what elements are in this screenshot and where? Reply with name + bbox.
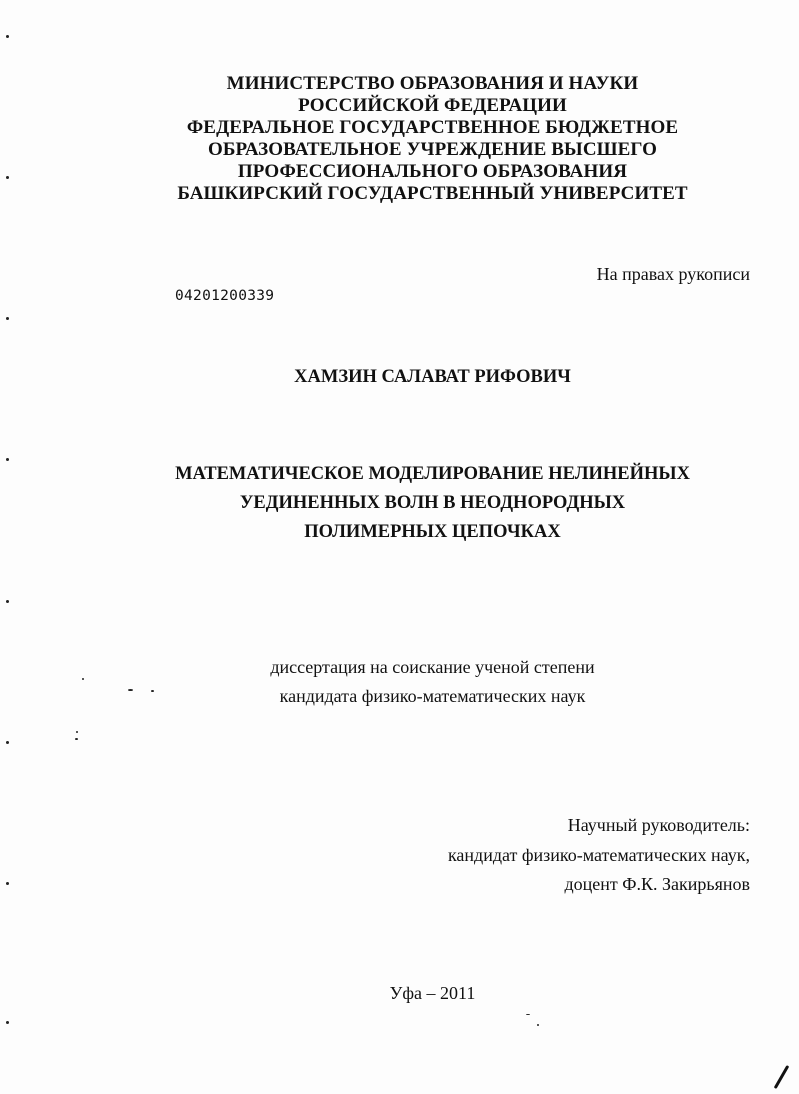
scan-speck	[151, 690, 154, 692]
scan-margin-mark	[6, 882, 9, 885]
scientific-supervisor	[448, 811, 750, 900]
scan-speck	[82, 678, 84, 680]
scan-speck	[75, 738, 78, 740]
supervisor-line: Научный руководитель:	[567, 815, 750, 835]
scan-speck	[76, 731, 78, 733]
manuscript-rights-note: На правах рукописи	[596, 264, 750, 284]
title-line: МАТЕМАТИЧЕСКОЕ МОДЕЛИРОВАНИЕ НЕЛИНЕЙНЫХ	[175, 464, 690, 484]
place-and-year: Уфа – 2011	[389, 983, 476, 1003]
header-line: ПРОФЕССИОНАЛЬНОГО ОБРАЗОВАНИЯ	[237, 161, 628, 182]
header-line: РОССИЙСКОЙ ФЕДЕРАЦИИ	[298, 95, 567, 116]
scan-margin-mark	[6, 35, 9, 38]
author-name: ХАМЗИН САЛАВАТ РИФОВИЧ	[294, 367, 571, 387]
degree-line: диссертация на соискание ученой степени	[270, 657, 595, 677]
ministry-header	[0, 73, 799, 205]
title-line: УЕДИНЕННЫХ ВОЛН В НЕОДНОРОДНЫХ	[239, 493, 626, 513]
header-line: МИНИСТЕРСТВО ОБРАЗОВАНИЯ И НАУКИ	[226, 73, 639, 94]
pen-stroke-mark	[774, 1065, 790, 1089]
scan-margin-mark	[6, 317, 9, 320]
scan-speck	[526, 1014, 530, 1015]
header-line: БАШКИРСКИЙ ГОСУДАРСТВЕННЫЙ УНИВЕРСИТЕТ	[177, 183, 688, 204]
supervisor-line: доцент Ф.К. Закирьянов	[564, 874, 750, 894]
scan-margin-mark	[6, 458, 9, 461]
scan-speck	[128, 689, 133, 691]
scan-margin-mark	[6, 741, 9, 744]
supervisor-line: кандидат физико-математических наук,	[447, 844, 750, 865]
scan-margin-mark	[6, 176, 9, 179]
header-line: ОБРАЗОВАТЕЛЬНОЕ УЧРЕЖДЕНИЕ ВЫСШЕГО	[208, 139, 657, 160]
header-line: ФЕДЕРАЛЬНОЕ ГОСУДАРСТВЕННОЕ БЮДЖЕТНОЕ	[186, 117, 679, 138]
scan-margin-mark	[6, 600, 9, 603]
scan-speck	[537, 1024, 539, 1026]
dissertation-title	[0, 460, 799, 547]
degree-line: кандидата физико-математических наук	[279, 686, 586, 706]
scan-margin-mark	[6, 1021, 9, 1024]
degree-statement	[0, 653, 799, 711]
library-stamp-number: 04201200339	[175, 288, 275, 304]
title-line: ПОЛИМЕРНЫХ ЦЕПОЧКАХ	[304, 522, 561, 542]
